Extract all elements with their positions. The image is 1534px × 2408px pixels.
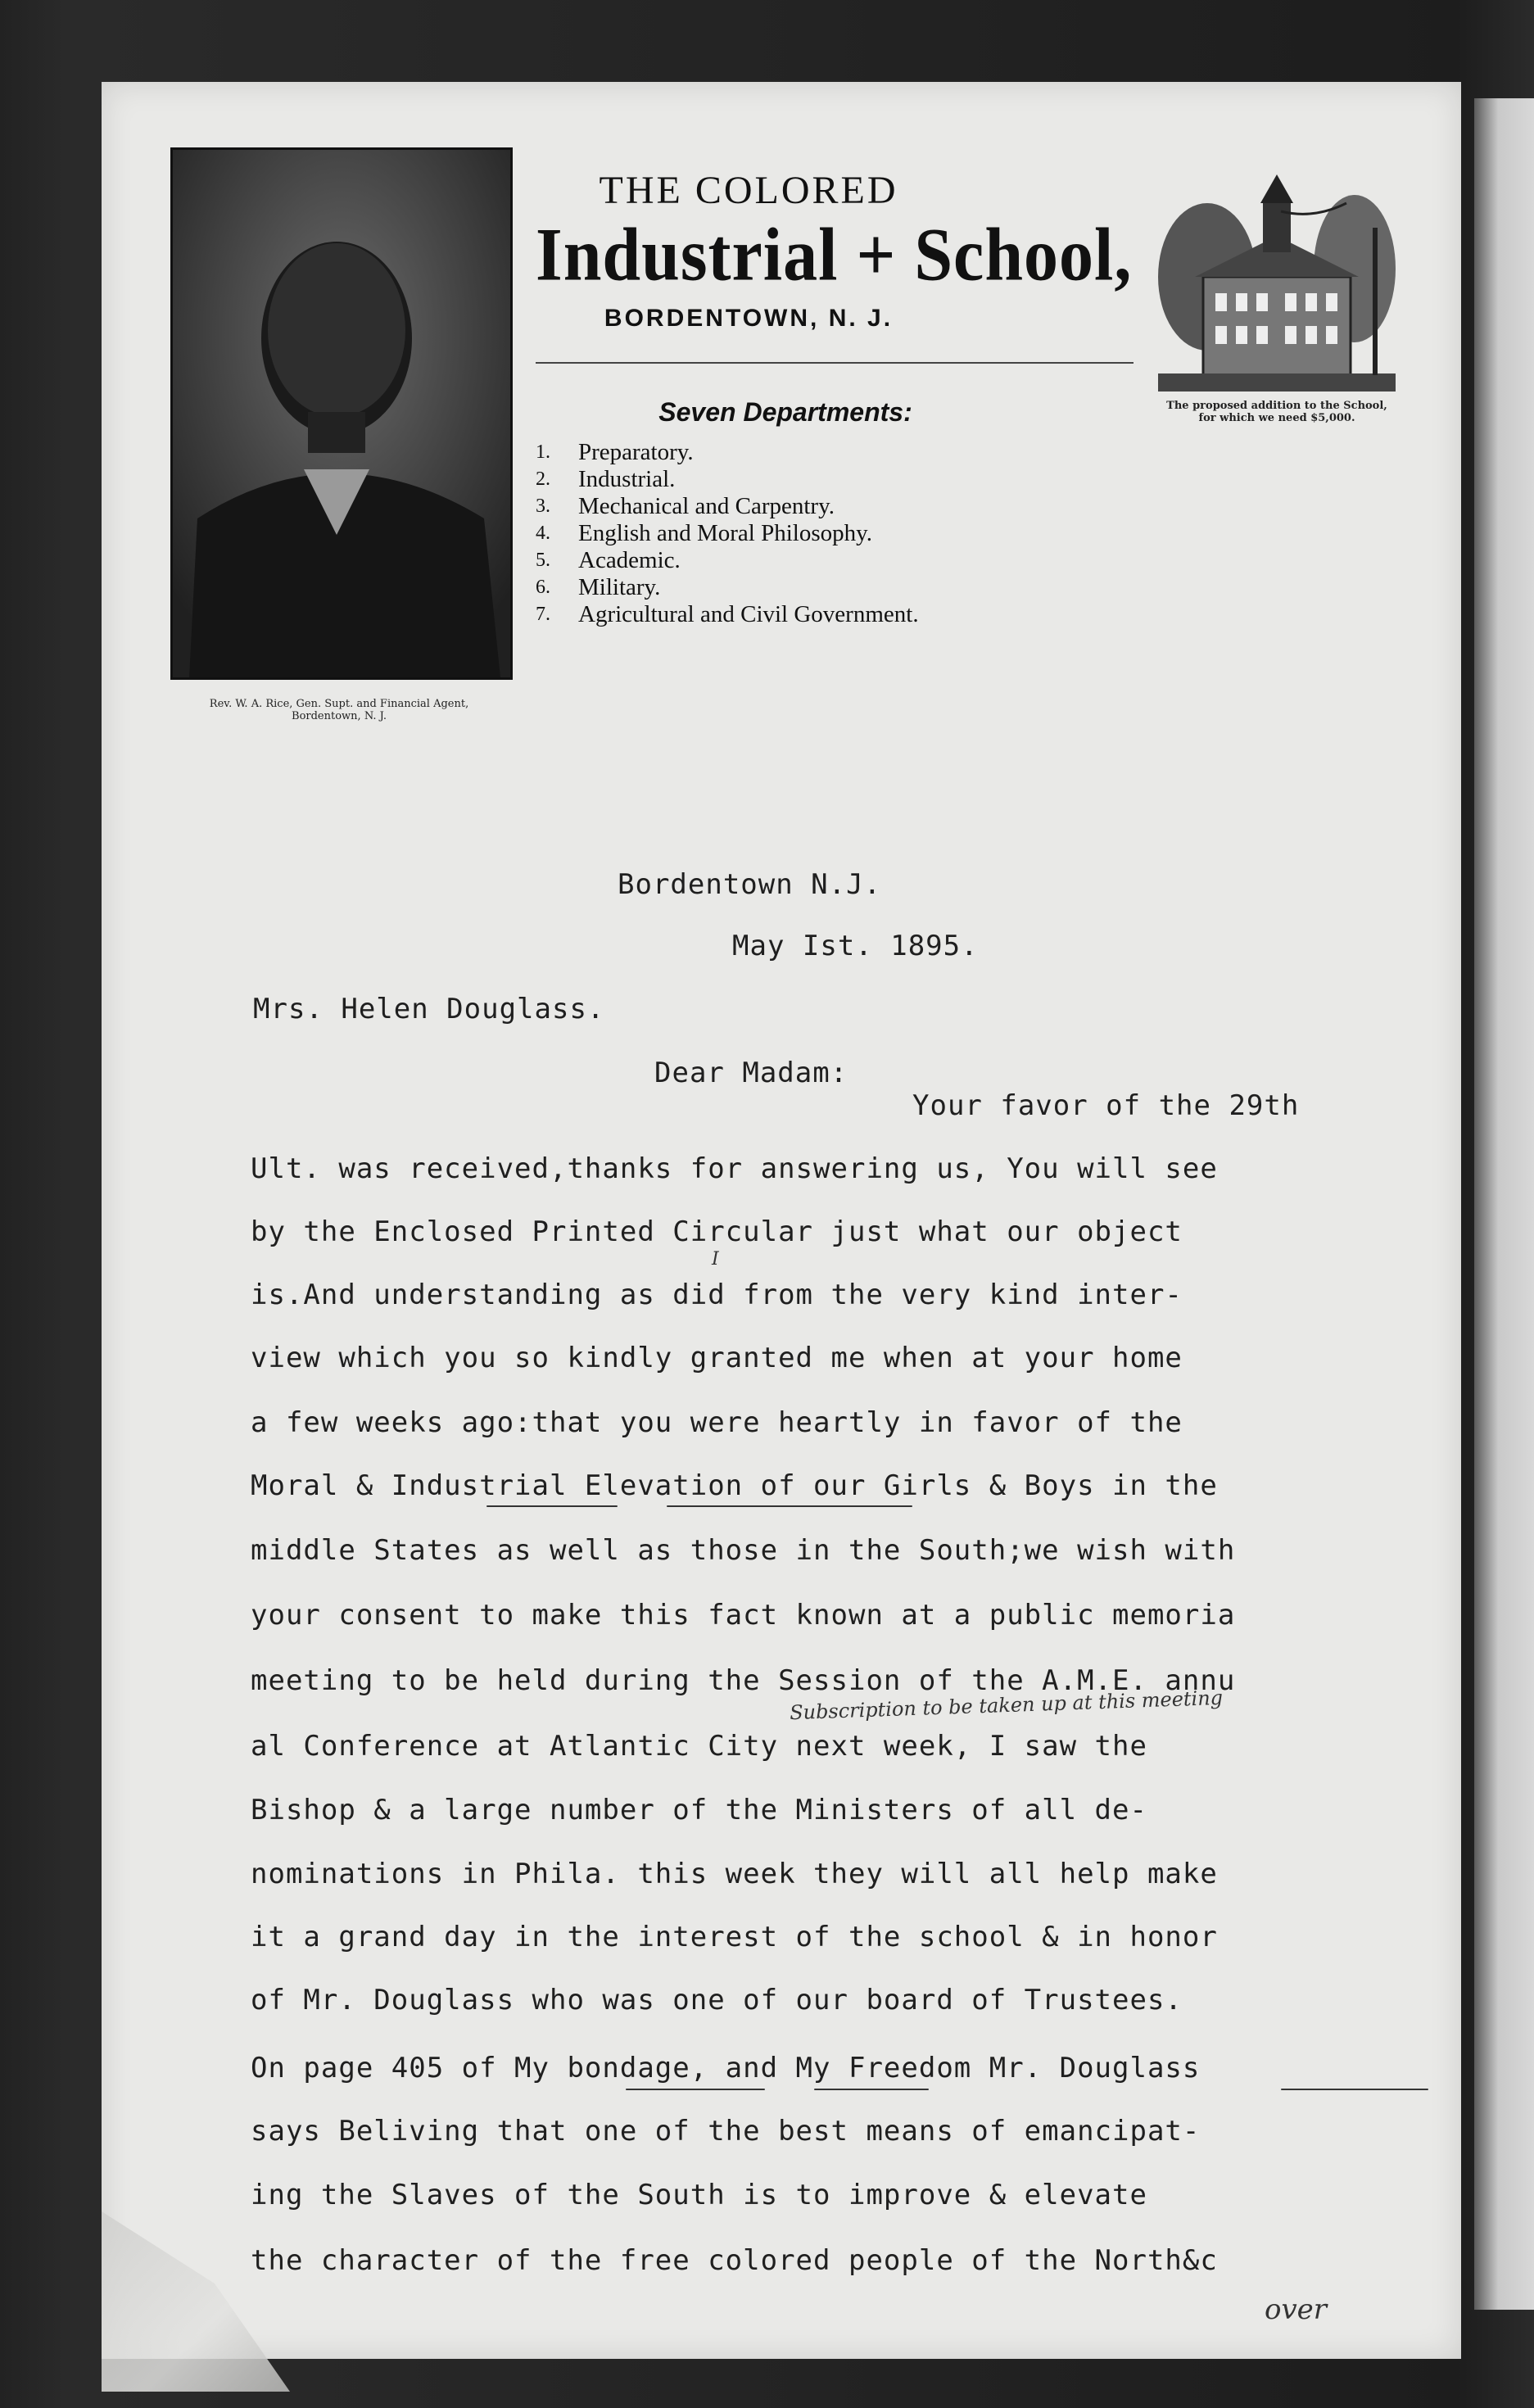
underline-mark <box>814 2089 929 2090</box>
building-caption-line-1: The proposed addition to the School, <box>1166 400 1387 412</box>
building-caption <box>1146 400 1408 424</box>
body-line: Your favor of the 29th <box>912 1089 1300 1122</box>
body-line: middle States as well as those in the South;we wish with <box>251 1534 1236 1567</box>
underline-mark <box>667 1505 912 1507</box>
portrait-caption <box>159 698 519 722</box>
letter-page <box>102 82 1461 2359</box>
underline-mark <box>486 1505 618 1507</box>
portrait-caption-line-1: Rev. W. A. Rice, Gen. Supt. and Financial Agent, <box>209 698 469 710</box>
letter-date: May Ist. 1895. <box>732 930 979 962</box>
school-title-pre: THE COLORED <box>599 169 898 212</box>
body-line: the character of the free colored people of the North&c <box>251 2244 1218 2277</box>
body-line: Moral & Industrial Elevation of our Girls & Boys in the <box>251 1469 1218 1502</box>
portrait-photo <box>170 147 513 680</box>
department-item: 3. Mechanical and Carpentry. <box>536 493 835 519</box>
department-item: 5. Academic. <box>536 547 681 573</box>
department-item: 6. Military. <box>536 574 661 600</box>
body-line: your consent to make this fact known at a public memoria <box>251 1599 1236 1632</box>
department-item: 4. English and Moral Philosophy. <box>536 520 873 546</box>
body-line: by the Enclosed Printed Circular just what our object <box>251 1215 1183 1248</box>
letterhead-divider <box>536 362 1134 364</box>
school-location: BORDENTOWN, N. J. <box>604 305 894 332</box>
body-line: ing the Slaves of the South is to improve & elevate <box>251 2179 1147 2211</box>
handwritten-insert: Subscription to be taken up at this meeting <box>789 1686 1224 1725</box>
departments-list <box>536 439 1109 628</box>
letter-place: Bordentown N.J. <box>618 868 882 901</box>
body-line: On page 405 of My bondage, and My Freedom Mr. Douglass <box>251 2052 1201 2084</box>
underline-mark <box>1281 2089 1428 2090</box>
letter-salutation: Dear Madam: <box>654 1057 848 1089</box>
building-caption-line-2: for which we need $5,000. <box>1198 412 1355 424</box>
handwritten-marginal: I <box>712 1249 719 1270</box>
department-item: 7. Agricultural and Civil Government. <box>536 601 919 627</box>
body-line: meeting to be held during the Session of the A.M.E. annu <box>251 1664 1236 1697</box>
body-line: of Mr. Douglass who was one of our board of Trustees. <box>251 1984 1183 2016</box>
body-line: a few weeks ago:that you were heartly in favor of the <box>251 1406 1183 1439</box>
department-item: 2. Industrial. <box>536 466 676 492</box>
body-line: says Beliving that one of the best means of emancipat- <box>251 2115 1201 2148</box>
underline-mark <box>626 2089 765 2090</box>
folded-corner <box>102 2211 290 2392</box>
body-line: nominations in Phila. this week they will all help make <box>251 1858 1218 1890</box>
school-title-main: Industrial + School, <box>536 213 1133 297</box>
body-line: view which you so kindly granted me when at your home <box>251 1342 1183 1374</box>
body-line: Ult. was received,thanks for answering us, You will see <box>251 1152 1218 1185</box>
department-item: 1. Preparatory. <box>536 439 694 465</box>
adjacent-sheet-edge <box>1474 98 1534 2310</box>
departments-heading: Seven Departments: <box>658 397 912 427</box>
school-building-illustration <box>1158 154 1396 392</box>
portrait-caption-line-2: Bordentown, N. J. <box>292 710 387 722</box>
body-line: Bishop & a large number of the Ministers of all de- <box>251 1794 1147 1826</box>
letter-recipient: Mrs. Helen Douglass. <box>253 993 605 1025</box>
body-line: is.And understanding as did from the very kind inter- <box>251 1279 1183 1311</box>
body-line: al Conference at Atlantic City next week, I saw the <box>251 1730 1147 1763</box>
handwritten-footer-mark: over <box>1265 2293 1328 2326</box>
body-line: it a grand day in the interest of the school & in honor <box>251 1921 1218 1953</box>
